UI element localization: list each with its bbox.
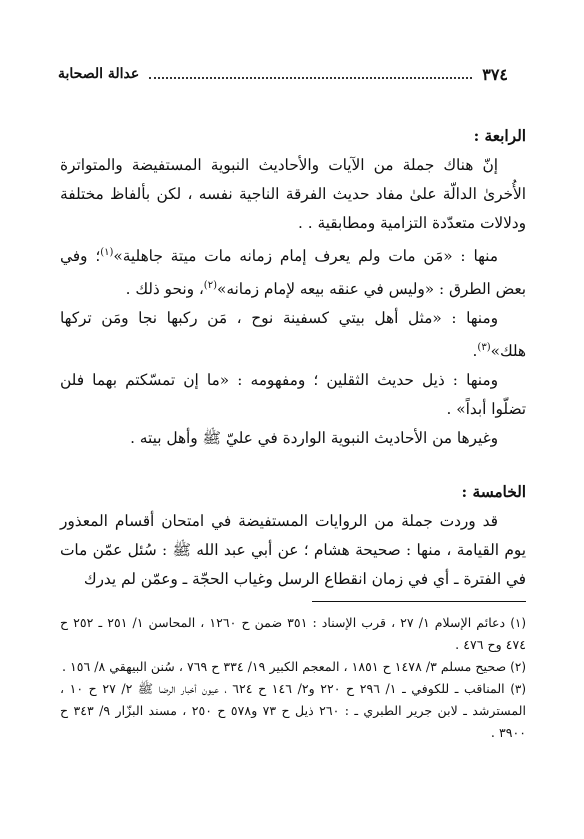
footnote-marker-1[interactable]: (١) — [100, 247, 114, 258]
footnote-1-number: (١) — [510, 616, 527, 630]
paragraph-5: وغيرها من الأحاديث النبوية الواردة في عليّ ﷺ وأهل بيته . — [130, 429, 498, 448]
running-title: عدالة الصحابة — [58, 66, 140, 82]
section-heading-fourth: الرابعة : — [473, 127, 526, 145]
footnote-marker-2[interactable]: (٢) — [203, 280, 217, 292]
paragraph-3 — [60, 304, 526, 366]
footnote-3-number: (٣) — [510, 682, 527, 696]
paragraph-2-part-a: منها : «مَن مات ولم يعرف إمام زمانه مات ميتة جاهلية» — [113, 247, 498, 266]
footnote-1-text: دعائم الإسلام ١/ ٢٧ ، قرب الإسناد : ٣٥١ ضمن ح ١٢٦٠ ، المحاسن ١/ ٢٥١ ـ ٢٥٢ ح ٤٧٤ وح ٤٧٦ . — [60, 615, 526, 652]
paragraph-3-part-b: . — [472, 342, 478, 361]
paragraph-6: قد وردت جملة من الروايات المستفيضة في امتحان أقسام المعذور يوم القيامة ، منها : صحيحة هشام ؛ عن أبي عبد الله ﷺ : سُئل عمّن مات في الفترة ـ أي في زمان انقطاع الرسل وغياب الحجّة ـ وعمّن لم يدرك — [60, 512, 526, 588]
main-text-bottom — [60, 478, 526, 594]
paragraph-1: إنّ هناك جملة من الآيات والأحاديث النبوية المستفيضة والمتواترة الأُخرىٰ الدالّة علىٰ مفاد حديث الفرقة الناجية نفسه ، لكن بألفاظ مختلفة ودلالات متعدّدة التزامية ومطابقية . . — [60, 156, 526, 232]
footnote-2 — [60, 656, 526, 678]
footnote-marker-3[interactable]: (٣) — [477, 342, 491, 354]
footnote-separator — [312, 601, 526, 602]
page-number: ٣٧٤ — [482, 64, 508, 84]
main-text-top — [60, 122, 526, 453]
paragraph-2 — [60, 238, 526, 304]
footnote-2-number: (٢) — [510, 660, 526, 674]
paragraph-2-part-b: ؛ وفي بعض الطرق : «وليس في عنقه بيعه لإمام زمانه» — [60, 247, 526, 299]
footnote-1 — [60, 612, 526, 656]
footnotes — [60, 612, 526, 744]
paragraph-3-part-a: ومنها : «مثل أهل بيتي كسفينة نوح ، مَن ركبها نجا ومَن تركها هلك» — [60, 309, 526, 361]
header-dotted-leader — [149, 77, 472, 79]
section-heading-fifth: الخامسة : — [461, 483, 526, 501]
footnote-2-text: صحيح مسلم ٣/ ١٤٧٨ ح ١٨٥١ ، المعجم الكبير ١٩/ ٣٣٤ ح ٧٦٩ ، سُنن البيهقي ٨/ ١٥٦ . — [61, 659, 507, 674]
footnote-3 — [60, 678, 526, 744]
paragraph-2-part-c: ، ونحو ذلك . — [125, 280, 204, 299]
footnote-3-text: المناقب ـ للكوفي ـ ١/ ٢٩٦ ح ٢٢٠ و٢/ ١٤٦ ح ٦٢٤ ، عيون أخبار الرضا ﷺ ٢/ ٢٧ ح ١٠ ، المسترشد ـ لابن جرير الطبري ـ : ٢٦٠ ذيل ح ٧٣ و٥٧٨ ح ٢٥٠ ، مسند البزّار ٩/ ٣٤٣ ح ٣٩٠٠ . — [60, 681, 527, 740]
page-header — [58, 62, 508, 86]
paragraph-4: ومنها : ذيل حديث الثقلين ؛ ومفهومه : «ما إن تمسّكتم بهما فلن تضلّوا أبداً» . — [60, 371, 526, 419]
